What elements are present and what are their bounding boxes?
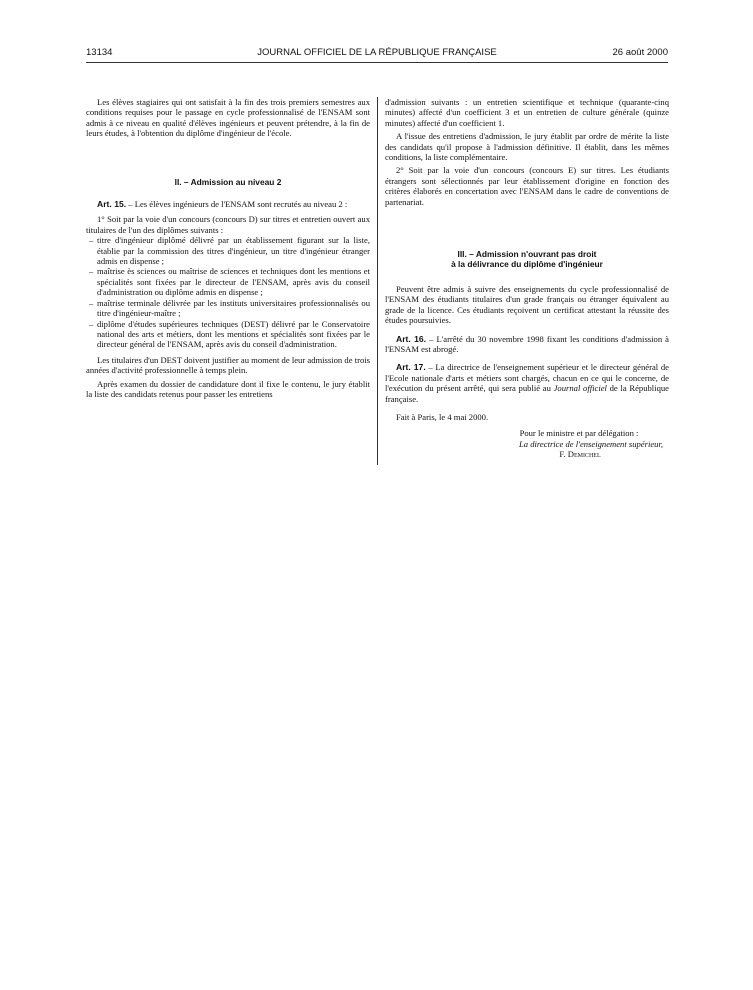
section-heading-3-line2: à la délivrance du diplôme d'ingénieur (451, 259, 603, 270)
voie-2-paragraph: 2° Soit par la voie d'un concours (concours E) sur titres. Les étudiants étrangers sont sélectionnés par leur établissement d'origine en fonction des critères élaborés en concertation avec l'ENSAM dans le cadre de conventions de partenariat. (385, 165, 669, 207)
list-item: – titre d'ingénieur diplômé délivré par un établissement figurant sur la liste, établie par la commission des titres d'ingénieur, un titre d'ingénieur étranger admis en dispense ; (89, 235, 370, 267)
header-rule (86, 62, 668, 63)
list-item: – maîtrise terminale délivrée par les instituts universitaires professionnalisés ou titre d'ingénieur-maître ; (89, 297, 370, 319)
voie-1-paragraph: 1° Soit par la voie d'un concours (concours D) sur titres et entretien ouvert aux titulaires de l'un des diplômes suivants : (86, 214, 370, 235)
article-15 (86, 199, 370, 209)
dash-marker: – (89, 297, 94, 308)
dash-marker: – (89, 318, 94, 329)
running-header (86, 47, 668, 61)
section-heading-3 (385, 249, 669, 270)
journal-title: JOURNAL OFFICIEL DE LA RÉPUBLIQUE FRANÇAISE (257, 47, 497, 58)
peuvent-paragraph: Peuvent être admis à suivre des enseignements du cycle professionnalisé de l'ENSAM des étudiants titulaires d'un grade français ou étranger équivalent au grade de la licence. Ces étudiants reçoivent un certificat attestant la réussite des études poursuivies. (385, 283, 669, 326)
right-column (385, 97, 669, 460)
article-17-text-a: – La directrice de l'enseignement supérieur et le directeur général de l'Ecole nationale d'arts et métiers sont chargés, chacun en ce qui le concerne, de l'exécution du présent arrêté, qui sera publié au (385, 362, 669, 394)
left-column (86, 97, 370, 399)
section-heading-2: II. – Admission au niveau 2 (174, 176, 282, 187)
article-15-text: – Les élèves ingénieurs de l'ENSAM sont recrutés au niveau 2 : (126, 199, 348, 210)
article-16 (385, 334, 669, 355)
article-15-label: Art. 15. (97, 199, 127, 210)
journal-officiel-title: Journal officiel (553, 383, 607, 394)
signature-line-2: La directrice de l'enseignement supérieur, (519, 438, 663, 449)
signature-block (385, 428, 669, 459)
diploma-list (86, 235, 370, 349)
issue-date: 26 août 2000 (612, 47, 668, 58)
fait-a-paris: Fait à Paris, le 4 mai 2000. (396, 411, 489, 422)
article-17 (385, 362, 669, 404)
list-item: – maîtrise ès sciences ou maîtrise de sciences et techniques dont les mentions et spécialités sont fixées par le directeur de l'ENSAM, après avis du conseil d'administration ou diplôme admis en dispense ; (89, 266, 370, 298)
page-number: 13134 (86, 47, 113, 58)
section-heading-3-line1: III. – Admission n'ouvrant pas droit (457, 249, 597, 260)
intro-paragraph: Les élèves stagiaires qui ont satisfait à la fin des trois premiers semestres aux conditions requises pour le passage en cycle professionnalisé de l'ENSAM sont admis à ce niveau en qualité d'élèves ingénieurs et peuvent prétendre, à la fin de leurs études, à l'obtention du diplôme d'ingénieur de l'école. (86, 97, 370, 139)
signature-line-1: Pour le ministre et par délégation : (519, 428, 639, 439)
article-17-label: Art. 17. (396, 362, 426, 373)
list-item: – diplôme d'études supérieures techniques (DEST) délivré par le Conservatoire national des arts et métiers, dont les mentions et spécialités sont fixées par le directeur général de l'ENSAM, après avis du conseil d'administration. (89, 318, 370, 350)
dest-paragraph: Les titulaires d'un DEST doivent justifier au moment de leur admission de trois années d'activité professionnelle à temps plein. (86, 354, 370, 376)
dash-marker: – (89, 266, 94, 277)
continuation-paragraph: d'admission suivants : un entretien scientifique et technique (quarante-cinq minutes) affecté d'un coefficient 3 et un entretien de culture générale (quinze minutes) affecté d'un coefficient 1. (385, 97, 669, 128)
article-16-label: Art. 16. (396, 333, 427, 344)
examen-paragraph: Après examen du dossier de candidature dont il fixe le contenu, le jury établit la liste des candidats retenus pour passer les entretiens (86, 378, 370, 399)
column-divider (377, 97, 378, 465)
article-16-text: – L'arrêté du 30 novembre 1998 fixant les conditions d'admission à l'ENSAM est abrogé. (385, 333, 669, 354)
issue-paragraph: A l'issue des entretiens d'admission, le jury établit par ordre de mérite la liste des candidats qu'il propose à l'admission définitive. Il établit, dans les mêmes conditions, la liste complémentaire. (385, 131, 669, 163)
signatory-name: F. Demichel (559, 449, 601, 460)
dash-marker: – (89, 235, 94, 246)
article-17-text-b: de la République française. (385, 383, 669, 404)
